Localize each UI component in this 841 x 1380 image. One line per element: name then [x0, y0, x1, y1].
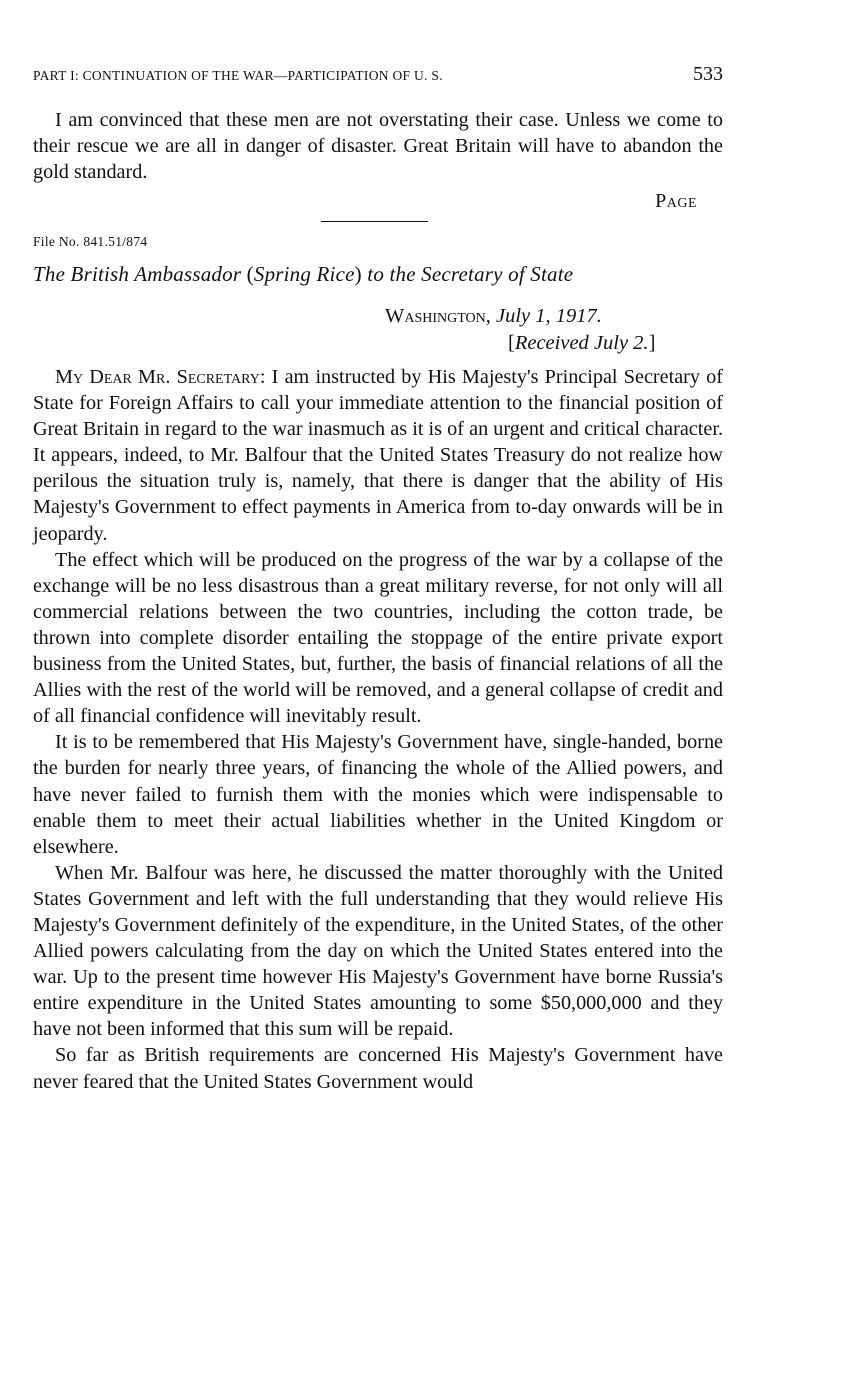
letter-paragraph-4: When Mr. Balfour was here, he discussed the matter thoroughly with the United States Government and left with the full understanding that they would relieve His Majesty's Government definitely of the expenditure, in the United States, of the other Allied powers calculating from the day on which the United States entered into the war. Up to the present time however His Majesty's Government have borne Russia's entire expenditure in the United States amounting to some $50,000,000 and they have not been informed that this sum will be repaid. [33, 861, 723, 1041]
letter-body [33, 364, 723, 1095]
document-heading [33, 262, 723, 287]
running-head-title: PART I: CONTINUATION OF THE WAR—PARTICIPATION OF U. S. [33, 68, 443, 83]
page-number: 533 [693, 63, 723, 85]
signature: Page [655, 190, 697, 212]
letter-paragraph-1-text: I am instructed by His Majesty's Principal Secretary of State for Foreign Affairs to call your immediate attention to the financial position of Great Britain in regard to the war inasmuch as it is of an urgent and critical character. It appears, indeed, to Mr. Balfour that the United States Treasury do not realize how perilous the situation truly is, namely, that there is danger that the ability of His Majesty's Government to effect payments in America from to-day onwards will be in jeopardy. [33, 366, 723, 545]
received-text: Received July 2. [514, 332, 649, 354]
received-note [508, 332, 655, 355]
heading-sender-name: Spring Rice [253, 262, 355, 286]
received-bracket-close: ] [648, 332, 656, 354]
letter-paragraph-3: It is to be remembered that His Majesty's Government have, single-handed, borne the burden for nearly three years, of financing the whole of the Allied powers, and have never failed to furnish them with the monies which were indispensable to enable them to meet their actual liabilities whether in the United Kingdom or elsewhere. [33, 731, 723, 858]
received-bracket-open: [ [508, 332, 515, 354]
letter-paragraph-5: So far as British requirements are concerned His Majesty's Government have never feared that the United States Government would [33, 1044, 723, 1093]
section-divider [321, 221, 428, 222]
file-number: File No. 841.51/874 [33, 234, 148, 249]
heading-paren-open: ( [241, 262, 254, 286]
opening-paragraph-block [33, 107, 723, 185]
running-head [33, 63, 723, 86]
heading-sender: The British Ambassador [33, 262, 242, 286]
dateline-date: July 1, 1917. [490, 305, 602, 327]
dateline-place: Washington, [385, 305, 491, 327]
dateline [385, 305, 602, 328]
opening-paragraph: I am convinced that these men are not overstating their case. Unless we come to their rescue we are all in danger of disaster. Great Britain will have to abandon the gold standard. [33, 109, 723, 184]
salutation: My Dear Mr. Secretary: [55, 366, 266, 388]
heading-paren-close: ) [354, 262, 368, 286]
heading-recipient: to the Secretary of State [367, 262, 574, 286]
letter-paragraph-2: The effect which will be produced on the progress of the war by a collapse of the exchange will be no less disastrous than a great military reverse, for not only will all commercial relations between the two countries, including the cotton trade, be thrown into complete disorder entailing the stoppage of the entire private export business from the United States, but, further, the basis of financial relations of all the Allies with the rest of the world will be removed, and a general collapse of credit and of all financial confidence will inevitably result. [33, 548, 723, 728]
letter-paragraph-1 [33, 364, 723, 547]
